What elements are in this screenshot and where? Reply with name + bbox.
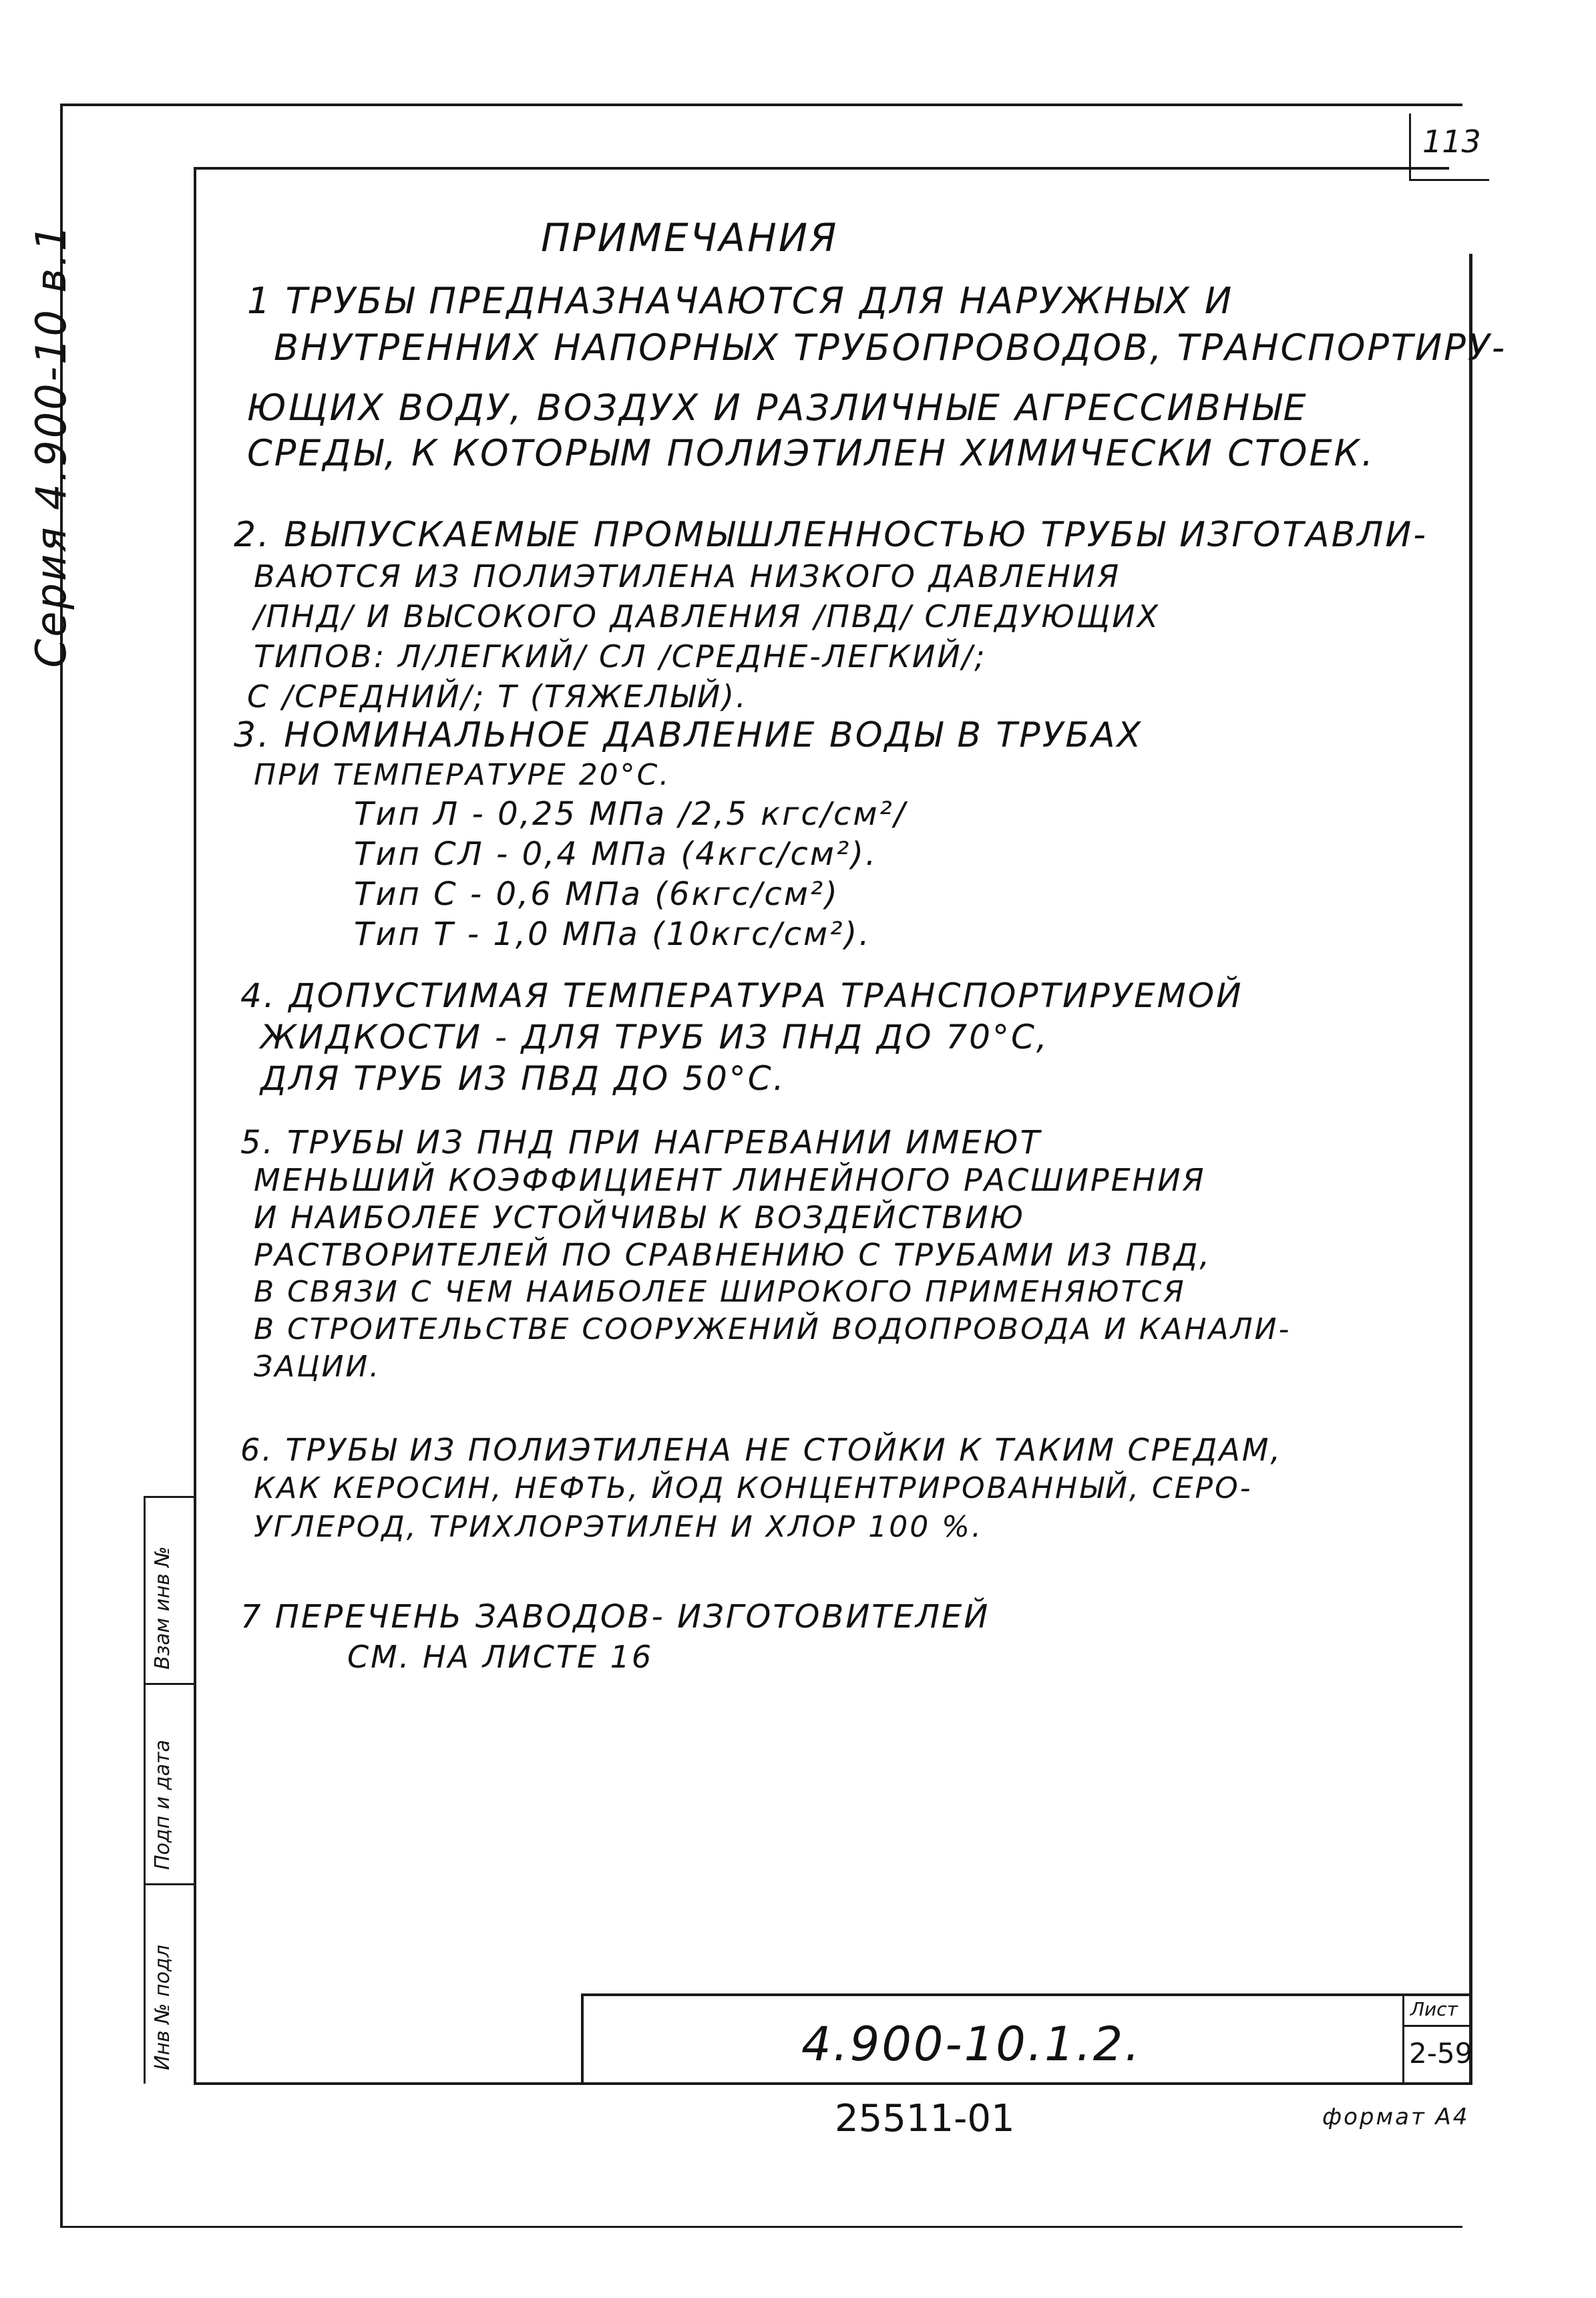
stamp-label: Взам инв № — [151, 1546, 174, 1670]
note-line: ЗАЦИИ. — [254, 1350, 381, 1384]
note-line: УГЛЕРОД, ТРИХЛОРЭТИЛЕН И ХЛОР 100 %. — [254, 1510, 983, 1544]
note-line: РАСТВОРИТЕЛЕЙ ПО СРАВНЕНИЮ С ТРУБАМИ ИЗ ПВД, — [254, 1237, 1212, 1273]
note-line: 6. ТРУБЫ ИЗ ПОЛИЭТИЛЕНА НЕ СТОЙКИ К ТАКИМ СРЕДАМ, — [240, 1432, 1283, 1468]
note-line: С /СРЕДНИЙ/; Т (ТЯЖЕЛЫЙ). — [247, 679, 748, 715]
stamp-label: Инв № подл — [151, 1945, 174, 2070]
page-title: ПРИМЕЧАНИЯ — [541, 215, 839, 260]
stamp-label: Подп и дата — [151, 1740, 174, 1870]
title-block-top — [581, 1993, 1472, 1996]
stamp-divider-3 — [144, 1883, 196, 1885]
note-line: ВАЮТСЯ ИЗ ПОЛИЭТИЛЕНА НИЗКОГО ДАВЛЕНИЯ — [254, 558, 1121, 594]
note-line: Тип СЛ - 0,4 МПа (4кгс/см²). — [354, 835, 878, 873]
note-line: ЖИДКОСТИ - ДЛЯ ТРУБ ИЗ ПНД ДО 70°С, — [260, 1018, 1049, 1057]
stamp-divider-1 — [144, 1496, 196, 1498]
note-line: 1 ТРУБЫ ПРЕДНАЗНАЧАЮТСЯ ДЛЯ НАРУЖНЫХ И — [247, 280, 1234, 322]
inner-frame-right — [1469, 254, 1472, 2084]
stamp-column-left — [144, 1496, 146, 2084]
inner-frame-bottom — [194, 2082, 1472, 2085]
outer-frame-top — [60, 104, 1462, 106]
note-line: МЕНЬШИЙ КОЭФФИЦИЕНТ ЛИНЕЙНОГО РАСШИРЕНИЯ — [254, 1162, 1206, 1198]
series-label: Серия 4.900-10 в.1 — [27, 222, 75, 668]
note-line: Тип Л - 0,25 МПа /2,5 кгс/см²/ — [354, 795, 907, 833]
note-line: ПРИ ТЕМПЕРАТУРЕ 20°С. — [254, 758, 671, 792]
note-line: 7 ПЕРЕЧЕНЬ ЗАВОДОВ- ИЗГОТОВИТЕЛЕЙ — [240, 1598, 990, 1636]
note-line: 4. ДОПУСТИМАЯ ТЕМПЕРАТУРА ТРАНСПОРТИРУЕМОЙ — [240, 976, 1243, 1015]
document-code: 4.900-10.1.2. — [801, 2017, 1142, 2072]
page-number-box-left — [1409, 114, 1411, 180]
note-line: 5. ТРУБЫ ИЗ ПНД ПРИ НАГРЕВАНИИ ИМЕЮТ — [240, 1124, 1042, 1161]
page-number-box-bottom — [1409, 179, 1489, 181]
sheet-number: 2-59 — [1409, 2037, 1473, 2070]
note-line: В СТРОИТЕЛЬСТВЕ СООРУЖЕНИЙ ВОДОПРОВОДА И КАНАЛИ- — [254, 1312, 1291, 1346]
note-line: КАК КЕРОСИН, НЕФТЬ, ЙОД КОНЦЕНТРИРОВАННЫЙ, СЕРО- — [254, 1471, 1253, 1505]
note-line: 2. ВЫПУСКАЕМЫЕ ПРОМЫШЛЕННОСТЬЮ ТРУБЫ ИЗГОТАВЛИ- — [234, 515, 1428, 555]
inner-frame-top — [194, 167, 1449, 170]
note-line: 3. НОМИНАЛЬНОЕ ДАВЛЕНИЕ ВОДЫ В ТРУБАХ — [234, 715, 1143, 755]
page-number: 113 — [1422, 124, 1481, 160]
bottom-number: 25511-01 — [835, 2097, 1015, 2140]
note-line: ВНУТРЕННИХ НАПОРНЫХ ТРУБОПРОВОДОВ, ТРАНСПОРТИРУ- — [274, 327, 1507, 369]
format-label: формат А4 — [1322, 2104, 1470, 2130]
inner-frame-left — [194, 167, 196, 2084]
note-line: ЮЩИХ ВОДУ, ВОЗДУХ И РАЗЛИЧНЫЕ АГРЕССИВНЫЕ — [247, 387, 1308, 429]
note-line: СМ. НА ЛИСТЕ 16 — [347, 1639, 654, 1675]
note-line: В СВЯЗИ С ЧЕМ НАИБОЛЕЕ ШИРОКОГО ПРИМЕНЯЮТСЯ — [254, 1275, 1186, 1309]
outer-frame-bottom — [60, 2226, 1462, 2228]
note-line: /ПНД/ И ВЫСОКОГО ДАВЛЕНИЯ /ПВД/ СЛЕДУЮЩИХ — [254, 598, 1161, 634]
note-line: Тип С - 0,6 МПа (6кгс/см²) — [354, 876, 839, 913]
note-line: СРЕДЫ, К КОТОРЫМ ПОЛИЭТИЛЕН ХИМИЧЕСКИ СТОЕК. — [247, 432, 1376, 474]
sheet-box-divider — [1402, 2025, 1472, 2027]
sheet-label: Лист — [1410, 1998, 1458, 2020]
stamp-divider-2 — [144, 1683, 196, 1685]
note-line: ТИПОВ: Л/ЛЕГКИЙ/ СЛ /СРЕДНЕ-ЛЕГКИЙ/; — [254, 638, 987, 675]
sheet-box-left — [1402, 1993, 1404, 2084]
note-line: И НАИБОЛЕЕ УСТОЙЧИВЫ К ВОЗДЕЙСТВИЮ — [254, 1199, 1026, 1235]
note-line: ДЛЯ ТРУБ ИЗ ПВД ДО 50°С. — [260, 1059, 786, 1098]
note-line: Тип Т - 1,0 МПа (10кгс/см²). — [354, 916, 871, 953]
title-block-left — [581, 1993, 584, 2084]
